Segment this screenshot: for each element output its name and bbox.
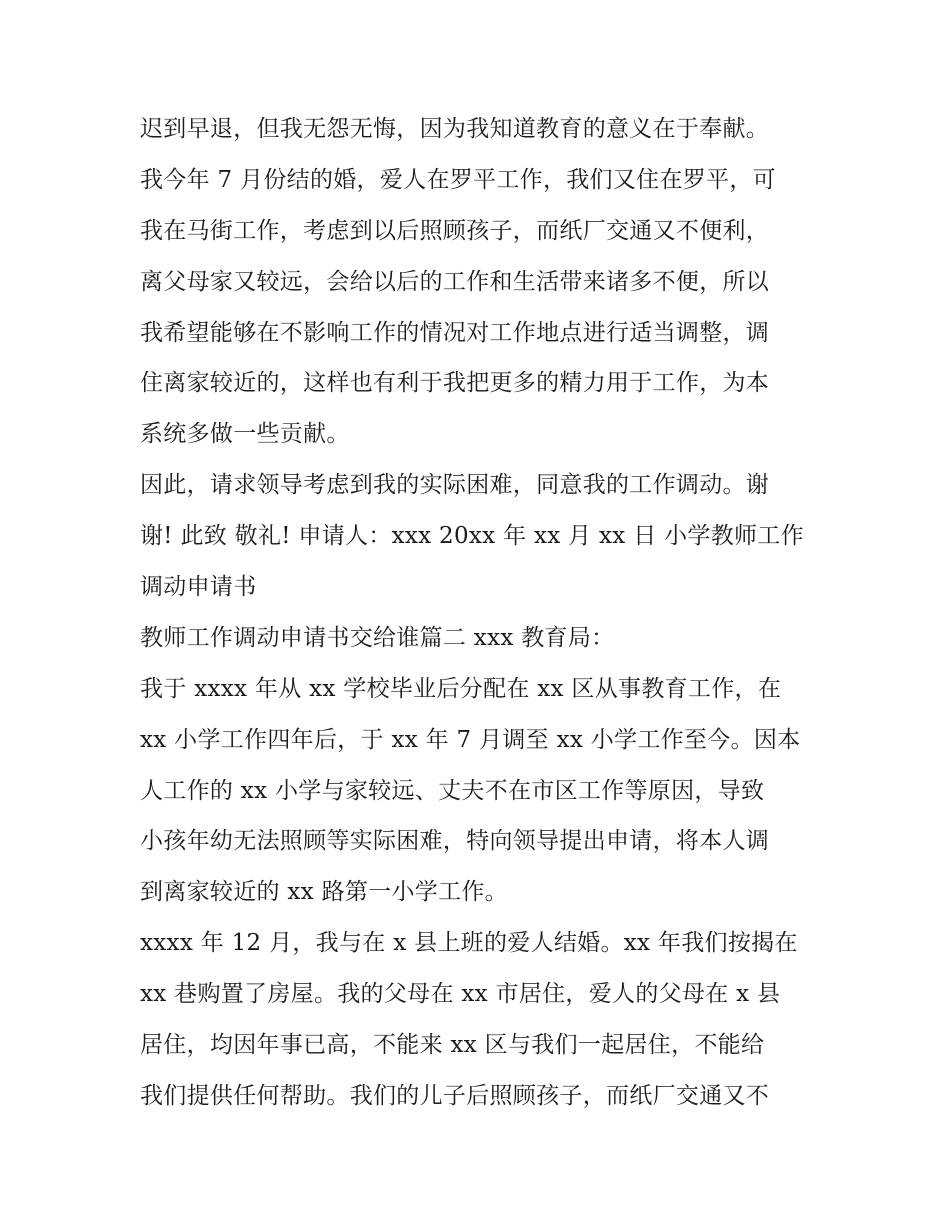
text-line: xx 小学工作四年后，于 xx 年 7 月调至 xx 小学工作至今。因本 bbox=[140, 726, 801, 753]
text-line: 离父母家又较远，会给以后的工作和生活带来诸多不便，所以 bbox=[140, 268, 770, 295]
text-line: 我于 xxxx 年从 xx 学校毕业后分配在 xx 区从事教育工作，在 bbox=[140, 675, 782, 702]
document-body bbox=[140, 104, 820, 1122]
text-line: 教师工作调动申请书交给谁篇二 xxx 教育局： bbox=[140, 624, 615, 651]
text-line: 人工作的 xx 小学与家较远、丈夫不在市区工作等原因，导致 bbox=[140, 777, 765, 804]
text-line: 居住，均因年事已高，不能来 xx 区与我们一起居住，不能给 bbox=[140, 1032, 765, 1059]
text-line: 小孩年幼无法照顾等实际困难，特向领导提出申请，将本人调 bbox=[140, 828, 770, 855]
text-line: xxxx 年 12 月，我与在 x 县上班的爱人结婚。xx 年我们按揭在 bbox=[140, 930, 798, 957]
text-line: 我们提供任何帮助。我们的儿子后照顾孩子，而纸厂交通又不 bbox=[140, 1082, 770, 1109]
text-line: 住离家较近的，这样也有利于我把更多的精力用于工作，为本 bbox=[140, 370, 770, 397]
text-line: 到离家较近的 xx 路第一小学工作。 bbox=[140, 879, 508, 906]
text-line: xx 巷购置了房屋。我的父母在 xx 市居住，爱人的父母在 x 县 bbox=[140, 981, 781, 1008]
text-line: 谢! 此致 敬礼! 申请人：xxx 20xx 年 xx 月 xx 日 小学教师工作 bbox=[140, 523, 804, 550]
text-line: 迟到早退，但我无怨无悔，因为我知道教育的意义在于奉献。 bbox=[140, 116, 770, 142]
text-line: 因此，请求领导考虑到我的实际困难，同意我的工作调动。谢 bbox=[140, 472, 770, 499]
text-line: 我希望能够在不影响工作的情况对工作地点进行适当调整，调 bbox=[140, 319, 770, 346]
text-line: 系统多做一些贡献。 bbox=[140, 421, 350, 448]
text-line: 调动申请书 bbox=[140, 574, 257, 601]
text-line: 我今年 7 月份结的婚，爱人在罗平工作，我们又住在罗平，可 bbox=[140, 166, 776, 193]
text-line: 我在马街工作，考虑到以后照顾孩子，而纸厂交通又不便利， bbox=[140, 217, 770, 244]
